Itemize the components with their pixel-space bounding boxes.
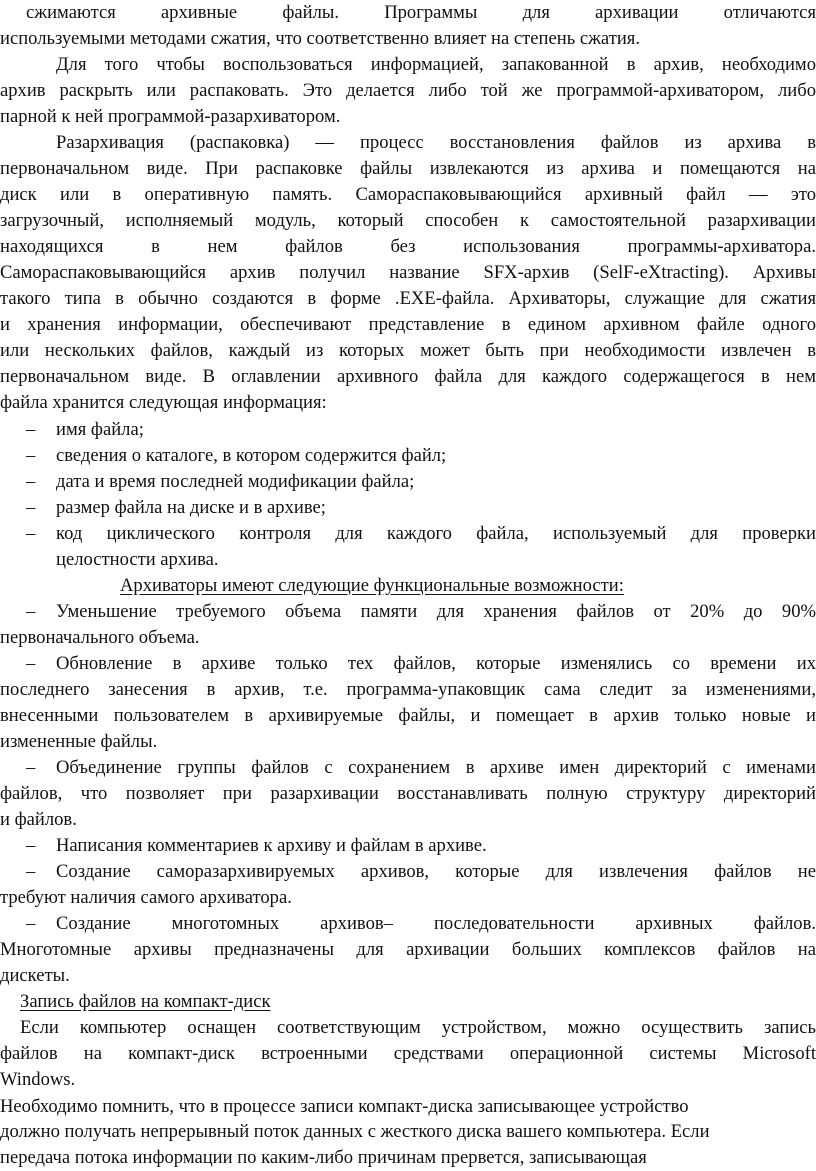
text-line: такого типа в обычно создаются в форме .EXE-файла. Архиваторы, служащие для сжатия <box>0 288 816 309</box>
text-line: первоначальном виде. В оглавлении архивного файла для каждого содержащегося в нем <box>0 366 816 387</box>
list-item <box>0 521 816 547</box>
feature-text: Объединение группы файлов с сохранением в архиве имен директорий с именами <box>56 757 816 778</box>
text-line: Windows. <box>0 1069 76 1090</box>
feature-text: Написания комментариев к архиву и файлам в архиве. <box>56 835 487 856</box>
dash-bullet: – <box>26 601 36 622</box>
dash-bullet: – <box>26 523 36 544</box>
text-line: требуют наличия самого архиватора. <box>0 887 292 908</box>
feature-item <box>0 651 816 677</box>
feature-text: Создание саморазархивируемых архивов, которые для извлечения файлов не <box>56 861 816 882</box>
text-line: первоначальном виде. При распаковке файлы извлекаются из архива и помещаются на <box>0 158 816 179</box>
text-line: последнего занесения в архив, т.е. программа-упаковщик сама следит за изменениями, <box>0 679 816 700</box>
feature-item <box>0 859 816 885</box>
text-line: и хранения информации, обеспечивают представление в едином архивном файле одного <box>0 314 816 335</box>
text-line: должно получать непрерывный поток данных с жесткого диска вашего компьютера. Если <box>0 1121 710 1142</box>
text-line: Самораспаковывающийся архив получил название SFX-архив (SelF-eXtracting). Архивы <box>0 262 816 283</box>
text-line: сжимаются архивные файлы. Программы для архивации отличаются <box>26 2 816 23</box>
text-line: дискеты. <box>0 965 70 986</box>
feature-text: Создание многотомных архивов– последовательности архивных файлов. <box>56 913 816 934</box>
list-item-text: дата и время последней модификации файла; <box>56 471 415 492</box>
feature-item <box>0 599 816 625</box>
list-item <box>0 443 816 469</box>
dash-bullet: – <box>26 835 36 856</box>
dash-bullet: – <box>26 861 36 882</box>
text-line: архив раскрыть или распаковать. Это делается либо той же программой-архиватором, либо <box>0 80 816 101</box>
dash-bullet: – <box>26 419 36 440</box>
feature-text: Уменьшение требуемого объема памяти для хранения файлов от 20% до 90% <box>56 601 816 622</box>
dash-bullet: – <box>26 653 36 674</box>
text-line: измененные файлы. <box>0 731 158 752</box>
dash-bullet: – <box>26 471 36 492</box>
text-line: внесенными пользователем в архивируемые файлы, и помещает в архив только новые и <box>0 705 816 726</box>
text-line: находящихся в нем файлов без использования программы-архиватора. <box>0 236 816 257</box>
dash-bullet: – <box>26 913 36 934</box>
text-line: Если компьютер оснащен соответствующим устройством, можно осуществить запись <box>20 1017 816 1038</box>
feature-item <box>0 755 816 781</box>
list-item-continuation: целостности архива. <box>56 549 219 570</box>
text-line: файлов, что позволяет при разархивации восстанавливать полную структуру директорий <box>0 783 816 804</box>
list-item-text: размер файла на диске и в архиве; <box>56 497 326 518</box>
list-item <box>0 469 816 495</box>
text-line: и файлов. <box>0 809 77 830</box>
list-item-text: имя файла; <box>56 419 144 440</box>
feature-text: Обновление в архиве только тех файлов, которые изменялись со времени их <box>56 653 816 674</box>
text-line: используемыми методами сжатия, что соответственно влияет на степень сжатия. <box>0 28 640 49</box>
text-line: Необходимо помнить, что в процессе записи компакт-диска записывающее устройство <box>0 1096 689 1117</box>
text-line: диск или в оперативную память. Самораспаковывающийся архивный файл — это <box>0 184 816 205</box>
features-heading: Архиваторы имеют следующие функциональные возможности: <box>120 575 624 596</box>
dash-bullet: – <box>26 757 36 778</box>
feature-item <box>0 833 816 859</box>
text-line: Разархивация (распаковка) — процесс восстановления файлов из архива в <box>56 132 816 153</box>
text-line: файлов на компакт-диск встроенными средствами операционной системы Microsoft <box>0 1043 816 1064</box>
list-item-text: код циклического контроля для каждого файла, используемый для проверки <box>56 523 816 544</box>
text-line: парной к ней программой-разархиватором. <box>0 106 341 127</box>
list-item <box>0 495 816 521</box>
text-line: файла хранится следующая информация: <box>0 392 327 413</box>
dash-bullet: – <box>26 497 36 518</box>
cd-heading: Запись файлов на компакт-диск <box>20 991 271 1012</box>
text-line: или нескольких файлов, каждый из которых может быть при необходимости извлечен в <box>0 340 816 361</box>
feature-item <box>0 911 816 937</box>
list-item <box>0 417 816 443</box>
text-line: передача потока информации по каким-либо причинам прервется, записывающая <box>0 1147 647 1168</box>
text-line: первоначального объема. <box>0 627 200 648</box>
list-item-text: сведения о каталоге, в котором содержится файл; <box>56 445 447 466</box>
text-line: Многотомные архивы предназначены для архивации больших комплексов файлов на <box>0 939 816 960</box>
text-line: загрузочный, исполняемый модуль, который способен к самостоятельной разархивации <box>0 210 816 231</box>
dash-bullet: – <box>26 445 36 466</box>
text-line: Для того чтобы воспользоваться информацией, запакованной в архив, необходимо <box>56 54 816 75</box>
